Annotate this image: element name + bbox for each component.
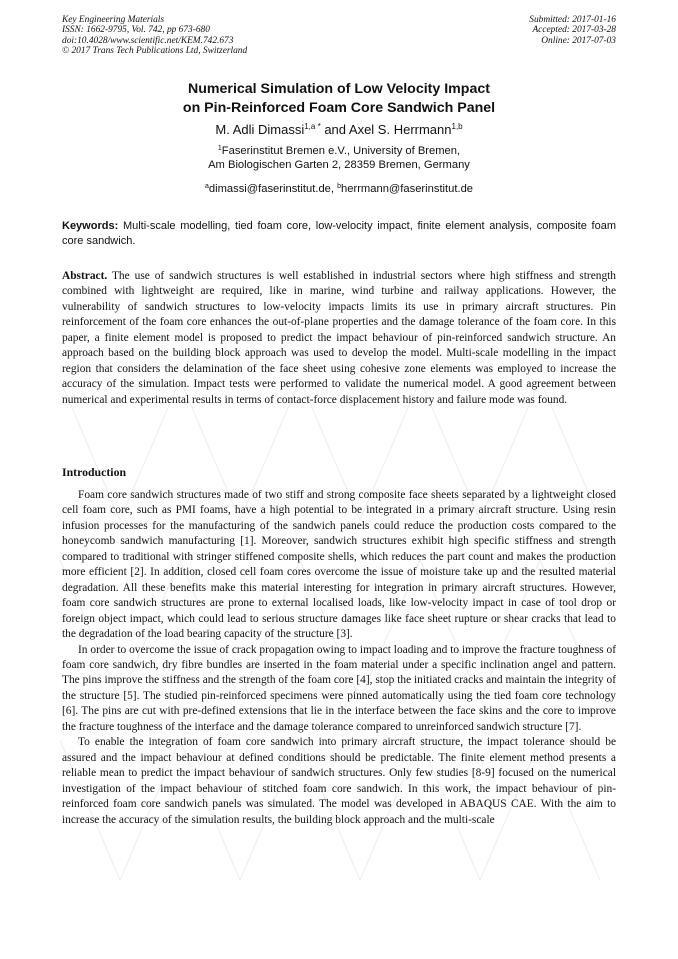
dates-info (529, 15, 616, 46)
online-date: Online: 2017-07-03 (541, 35, 616, 46)
accepted-date: Accepted: 2017-03-28 (532, 25, 616, 36)
submitted-date: Submitted: 2017-01-16 (529, 15, 616, 25)
author-emails (62, 182, 616, 196)
affiliation-line-2: Am Biologischen Garten 2, 28359 Bremen, Germany (208, 159, 470, 171)
title-line-2: on Pin-Reinforced Foam Core Sandwich Panel (182, 100, 496, 116)
journal-name: Key Engineering Materials (62, 15, 165, 25)
email-a-superscript: a (204, 183, 209, 190)
affiliation-line-1: Faserinstitut Bremen e.V., University of Bremen, (221, 145, 461, 157)
journal-info (62, 15, 247, 57)
author-2-superscript: 1,b (451, 122, 463, 131)
authors (62, 121, 616, 139)
copyright: © 2017 Trans Tech Publications Ltd, Switzerland (62, 46, 248, 57)
keywords-text: Multi-scale modelling, tied foam core, low-velocity impact, finite element analysis, composite foam core sandwich. (62, 220, 616, 247)
keywords-label: Keywords: (62, 220, 119, 232)
abstract-label: Abstract. (62, 270, 108, 282)
author-2: Axel S. Herrmann (348, 122, 452, 137)
keywords (62, 219, 616, 249)
author-1-superscript: 1,a * (304, 122, 321, 131)
affiliation-superscript: 1 (217, 145, 222, 152)
doi: doi:10.4028/www.scientific.net/KEM.742.673 (62, 35, 234, 46)
introduction-body (62, 488, 616, 828)
issn: ISSN: 1662-9795, Vol. 742, pp 673-680 (62, 25, 210, 36)
abstract-text: The use of sandwich structures is well established in industrial sectors where high stiffness and strength combined with lightweight are required, like in marine, wind turbine and railway applications. However, the vulnerability of sandwich structures to low-velocity impacts limits its use in primary aircraft structures. Pin reinforcement of the foam core enhances the out-of-plane properties and the damage tolerance of the foam core. In this paper, a finite element model is proposed to predict the impact behaviour of pin-reinforced sandwich structure. An approach based on the building block approach was used to develop the model. Multi-scale modelling in the impact region that considers the delamination of the face sheet using cohesive zone elements was employed to increase the accuracy of the simulation. Impact tests were performed to validate the numerical model. A good agreement between numerical and experimental results in terms of contact-force displacement history and failure mode was found. (62, 270, 616, 406)
paragraph: In order to overcome the issue of crack propagation owing to impact loading and to improve the fracture toughness of foam core sandwich, dry fibre bundles are inserted in the foam material under a specific inclination angel and pattern. The pins improve the stiffness and the strength of the foam core [4], stop the initiated cracks and maintain the integrity of the structure [5]. The studied pin-reinforced specimens were pinned automatically using the tied foam core technology [6]. The pins are cut with pre-defined extensions that lie in the interface between the face skins and the core to improve the fracture toughness of the interface and the damage tolerance compared to unreinforced sandwich structure [7]. (62, 643, 616, 733)
email-a: dimassi@faserinstitut.de, (208, 183, 338, 195)
email-b: herrmann@faserinstitut.de (341, 183, 474, 195)
author-1: M. Adli Dimassi (215, 122, 305, 137)
title-block (62, 80, 616, 196)
email-b-superscript: b (337, 183, 342, 190)
author-conjunction: and (320, 122, 349, 137)
abstract (62, 269, 616, 408)
title-line-1: Numerical Simulation of Low Velocity Impact (188, 81, 490, 97)
affiliation (62, 144, 616, 172)
paragraph: Foam core sandwich structures made of two stiff and strong composite face sheets separated by a lightweight closed cell foam core, such as PMI foams, have a high potential to be integrated in a primary aircraft structure. Using resin infusion processes for the manufacturing of the sandwich panels could reduce the production costs compared to the honeycomb sandwich manufacturing [1]. Moreover, sandwich structures exhibit high specific stiffness and strength compared to traditional with stringer stiffened composite shells, which reduces the part count and makes the production more efficient [2]. In addition, closed cell foam cores overcome the issue of moisture take up and the resulted material degradation. All these benefits make this material interesting for integration in primary aircraft structures. However, foam core sandwich structures are prone to external localised loads, like low-velocity impact in case of tool drop or foreign object impact, which could lead to serious structure damages like face sheet rupture or shear cracks that lead to the degradation of the load bearing capacity of the structure [3]. (62, 489, 616, 641)
paragraph: To enable the integration of foam core sandwich into primary aircraft structure, the impact tolerance should be assured and the impact behaviour at defined conditions should be predictable. The finite element method presents a reliable mean to predict the impact behaviour of sandwich structures. Only few studies [8-9] focused on the numerical investigation of the impact behaviour of stitched foam core sandwich. In this work, the impact behaviour of pin-reinforced foam core sandwich panels was simulated. The model was developed in ABAQUS CAE. With the aim to increase the accuracy of the simulation results, the building block approach and the multi-scale (62, 736, 616, 826)
introduction-heading: Introduction (62, 465, 127, 479)
paper-title (62, 80, 616, 118)
